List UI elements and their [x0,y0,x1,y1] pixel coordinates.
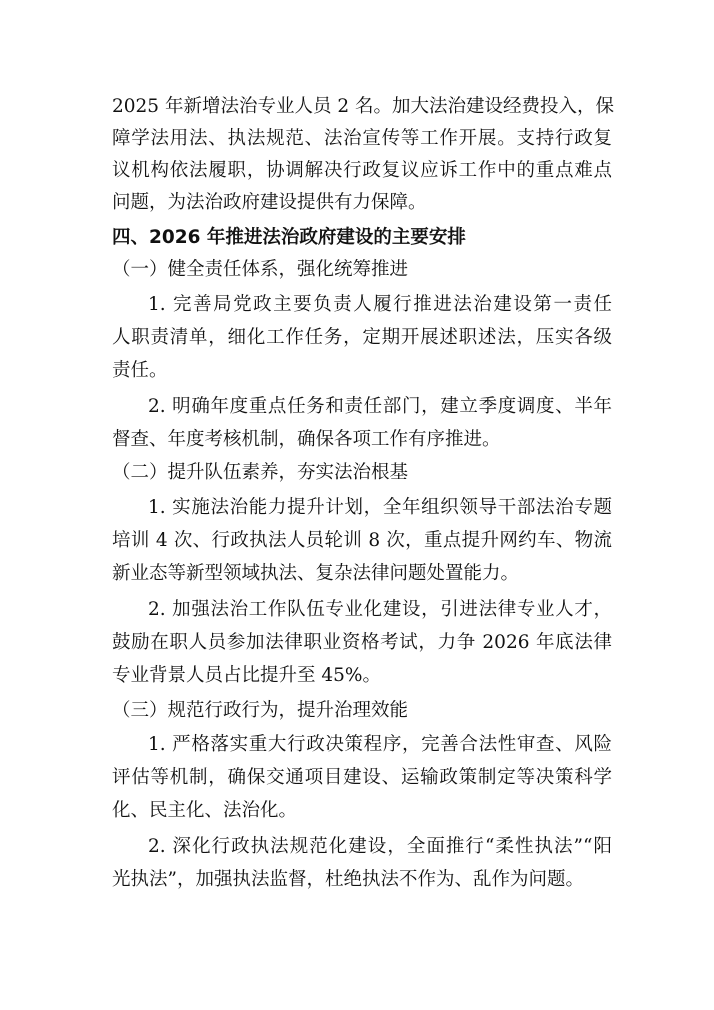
item-2-1-line-3: 新业态等新型领域执法、复杂法律问题处置能力。 [112,563,520,584]
intro-line-4: 问题，为法治政府建设提供有力保障。 [112,192,427,213]
intro-line-3: 议机构依法履职，协调解决行政复议应诉工作中的重点难点 [112,160,612,181]
item-2-2-line-2: 鼓励在职人员参加法律职业资格考试，力争 2026 年底法律 [112,632,612,653]
subheading-2: （二）提升队伍素养，夯实法治根基 [112,462,409,483]
subheading-1: （一）健全责任体系，强化统筹推进 [112,259,409,280]
intro-line-2: 障学法用法、执法规范、法治宣传等工作开展。支持行政复 [112,128,612,149]
item-3-1-line-3: 化、民主化、法治化。 [112,800,298,821]
item-3-1-line-2: 评估等机制，确保交通项目建设、运输政策制定等决策科学 [112,767,612,788]
item-1-2-line-1: 2. 明确年度重点任务和责任部门，建立季度调度、半年 [148,396,612,417]
item-2-2-line-3: 专业背景人员占比提升至 45%。 [112,665,382,686]
intro-line-1: 2025 年新增法治专业人员 2 名。加大法治建设经费投入，保 [112,96,614,117]
item-1-1-line-3: 责任。 [112,360,168,381]
item-3-2-line-1: 2. 深化行政执法规范化建设，全面推行“柔性执法”“阳 [148,836,612,857]
item-1-1-line-2: 人职责清单，细化工作任务，定期开展述职述法，压实各级 [112,327,612,348]
item-3-2-line-2: 光执法”，加强执法监督，杜绝执法不作为、乱作为问题。 [112,869,584,890]
item-2-1-line-1: 1. 实施法治能力提升计划，全年组织领导干部法治专题 [148,497,612,518]
section-heading: 四、2026 年推进法治政府建设的主要安排 [112,227,466,248]
item-2-1-line-2: 培训 4 次、行政执法人员轮训 8 次，重点提升网约车、物流 [112,530,612,551]
item-1-2-line-2: 督查、年度考核机制，确保各项工作有序推进。 [112,429,501,450]
item-3-1-line-1: 1. 严格落实重大行政决策程序，完善合法性审查、风险 [148,734,612,755]
subheading-3: （三）规范行政行为，提升治理效能 [112,700,409,721]
item-2-2-line-1: 2. 加强法治工作队伍专业化建设，引进法律专业人才， [148,599,612,620]
item-1-1-line-1: 1. 完善局党政主要负责人履行推进法治建设第一责任 [148,294,612,315]
